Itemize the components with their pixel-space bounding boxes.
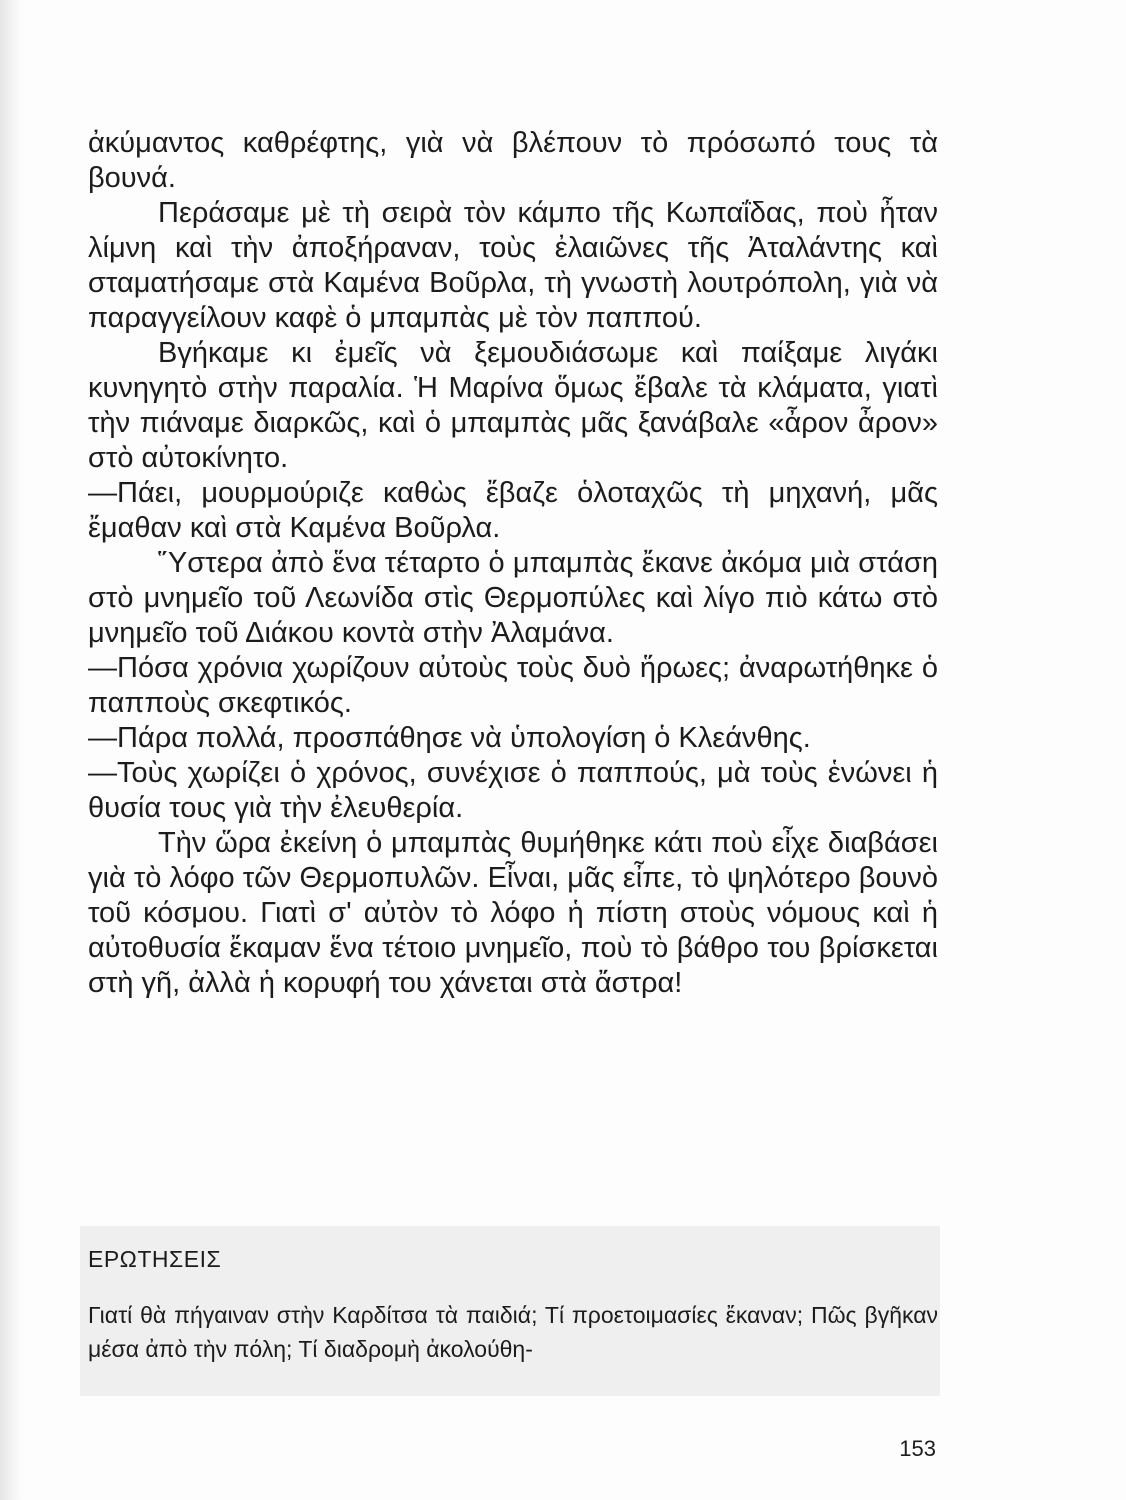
questions-heading: ΕΡΩΤΗΣΕΙΣ bbox=[88, 1246, 222, 1272]
paragraph-7-dialogue: —Πάρα πολλά, προσπάθησε νὰ ὑπολογίση ὁ Κλεάνθης. bbox=[88, 722, 811, 754]
page-gutter-shadow bbox=[0, 0, 22, 1500]
story-text bbox=[88, 126, 938, 1001]
paragraph-9: Τὴν ὥρα ἐκείνη ὁ μπαμπὰς θυμήθηκε κάτι ποὺ εἶχε διαβάσει γιὰ τὸ λόφο τῶν Θερμοπυλῶν. Εἶναι, μᾶς εἶπε, τὸ ψηλότερο βουνὸ τοῦ κόσμου. Γιατὶ σ' αὐτὸν τὸ λόφο ἡ πίστη στοὺς νόμους καὶ ἡ αὐτοθυσία ἔκαμαν ἕνα τέτοιο μνημεῖο, ποὺ τὸ βάθρο του βρίσκεται στὴ γῆ, ἀλλὰ ἡ κορυφή του χάνεται στὰ ἄστρα! bbox=[88, 827, 938, 999]
paragraph-1: ἀκύμαντος καθρέφτης, γιὰ νὰ βλέπουν τὸ πρόσωπό τους τὰ βουνά. bbox=[88, 127, 938, 194]
paragraph-8-dialogue: —Τοὺς χωρίζει ὁ χρόνος, συνέχισε ὁ παππούς, μὰ τοὺς ἑνώνει ἡ θυσία τους γιὰ τὴν ἐλευθερία. bbox=[88, 757, 938, 824]
paragraph-6-dialogue: —Πόσα χρόνια χωρίζουν αὐτοὺς τοὺς δυὸ ἥρωες; ἀναρωτήθηκε ὁ παπποὺς σκεφτικός. bbox=[88, 652, 938, 719]
paragraph-5: Ὕστερα ἀπὸ ἕνα τέταρτο ὁ μπαμπὰς ἔκανε ἀκόμα μιὰ στάση στὸ μνημεῖο τοῦ Λεωνίδα στὶς Θερμοπύλες καὶ λίγο πιὸ κάτω στὸ μνημεῖο τοῦ Διάκου κοντὰ στὴν Ἀλαμάνα. bbox=[88, 547, 938, 649]
page-number: 153 bbox=[899, 1436, 936, 1461]
questions-section bbox=[80, 1226, 940, 1396]
paragraph-2: Περάσαμε μὲ τὴ σειρὰ τὸν κάμπο τῆς Κωπαΐδας, ποὺ ἦταν λίμνη καὶ τὴν ἀποξήραναν, τοὺς ἐλαιῶνες τῆς Ἀταλάντης καὶ σταματήσαμε στὰ Καμένα Βοῦρλα, τὴ γνωστὴ λουτρόπολη, γιὰ νὰ παραγγείλουν καφὲ ὁ μπαμπὰς μὲ τὸν παππού. bbox=[88, 197, 938, 334]
questions-text: Γιατί θὰ πήγαιναν στὴν Καρδίτσα τὰ παιδιά; Τί προετοιμασίες ἔκαναν; Πῶς βγῆκαν μέσα ἀπὸ τὴν πόλη; Τί διαδρομὴ ἀκολούθη- bbox=[88, 1302, 938, 1362]
paragraph-3: Βγήκαμε κι ἐμεῖς νὰ ξεμουδιάσωμε καὶ παίξαμε λιγάκι κυνηγητὸ στὴν παραλία. Ἡ Μαρίνα ὅμως ἔβαλε τὰ κλάματα, γιατὶ τὴν πιάναμε διαρκῶς, καὶ ὁ μπαμπὰς μᾶς ξανάβαλε «ἆρον ἆρον» στὸ αὐτοκίνητο. bbox=[88, 337, 938, 474]
paragraph-4-dialogue: —Πάει, μουρμούριζε καθὼς ἔβαζε ὁλοταχῶς τὴ μηχανή, μᾶς ἔμαθαν καὶ στὰ Καμένα Βοῦρλα. bbox=[88, 477, 938, 544]
